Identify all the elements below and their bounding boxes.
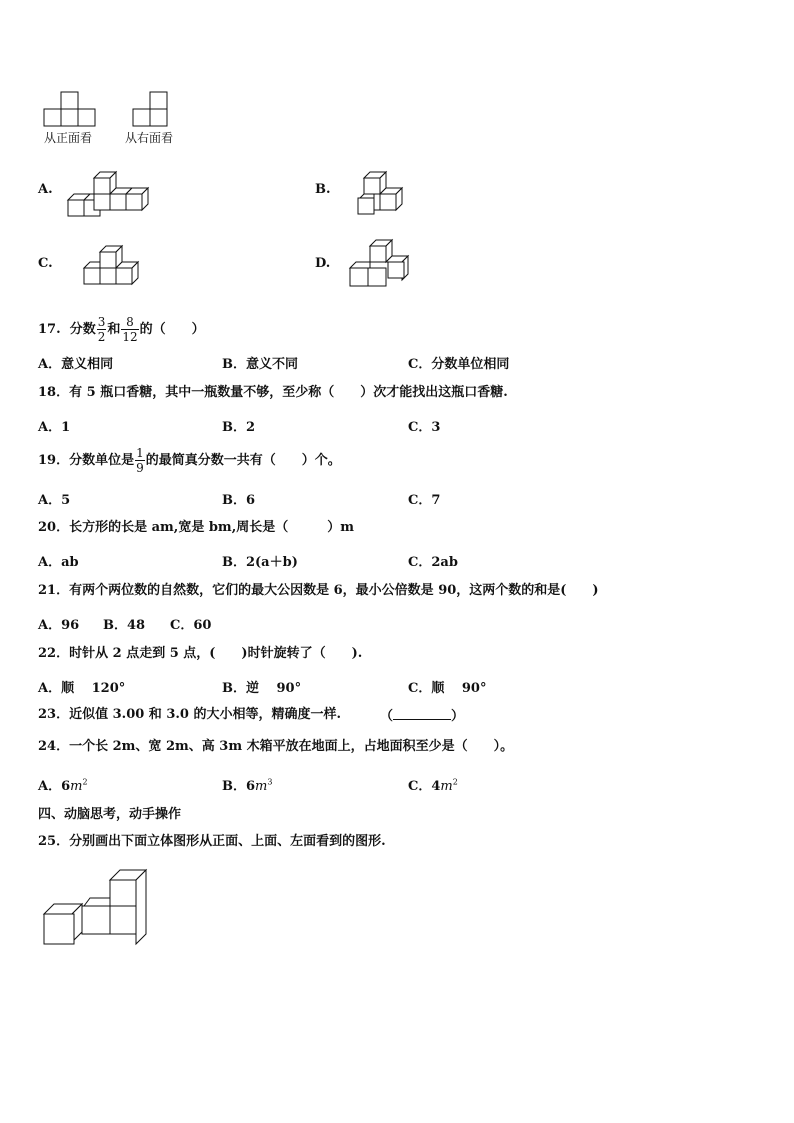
q16-option-b-figure: [356, 170, 406, 222]
q24-option-b[interactable]: B．$6m^3$: [222, 777, 273, 794]
q19-option-b[interactable]: B．6: [222, 493, 256, 508]
q17-post: 的（ ）: [139, 322, 205, 337]
q20-option-c[interactable]: C．2ab: [408, 555, 458, 570]
q17-option-c[interactable]: C．分数单位相同: [408, 357, 510, 372]
q20-stem: 20．长方形的长是 am,宽是 bm,周长是（ ）m: [38, 520, 354, 535]
q19-pre: 19．分数单位是: [38, 453, 135, 468]
cube-figure-c: [82, 244, 146, 292]
q16-option-d-label[interactable]: D.: [315, 256, 331, 271]
q21-stem: 21．有两个两位数的自然数，它们的最大公因数是 6，最小公倍数是 90，这两个数的和是( ): [38, 583, 599, 598]
q25-cube-figure: [44, 870, 154, 950]
q17-fraction-2: $\frac{8}{12}$: [122, 315, 138, 344]
q24-option-a[interactable]: A．$6m^2$: [38, 777, 88, 794]
q18-option-b[interactable]: B．2: [222, 420, 256, 435]
q19-option-a[interactable]: A．5: [38, 493, 71, 508]
q22-stem: 22．时针从 2 点走到 5 点，( )时针旋转了（ ).: [38, 646, 363, 661]
right-view-label: 从右面看: [125, 131, 174, 145]
q23-blank-line[interactable]: [393, 706, 451, 720]
q18-option-a[interactable]: A．1: [38, 420, 71, 435]
right-view-figure: [133, 92, 173, 132]
q21-option-a[interactable]: A．96: [38, 618, 80, 633]
q17-fraction-1: $\frac{3}{2}$: [97, 315, 106, 344]
q16-option-a-label[interactable]: A.: [38, 182, 53, 197]
q16-option-b-label[interactable]: B.: [315, 182, 331, 197]
q20-option-b[interactable]: B．2(a＋b): [222, 555, 298, 570]
cube-figure-b: [356, 170, 406, 218]
q21-option-c[interactable]: C．60: [170, 618, 212, 633]
q16-option-d-figure: [348, 238, 420, 296]
q16-option-c-label[interactable]: C.: [38, 256, 53, 271]
q19-post: 的最简真分数一共有（ ）个。: [145, 453, 341, 468]
q22-option-c[interactable]: C．顺 90°: [408, 681, 487, 696]
q16-option-a-figure: [68, 170, 158, 222]
q19-fraction: $\frac{1}{9}$: [136, 446, 144, 475]
q23-answer-blank[interactable]: （ ）: [380, 706, 464, 726]
q25-stem: 25．分别画出下面立体图形从正面、上面、左面看到的图形.: [38, 834, 386, 849]
cube-figure-a: [68, 170, 158, 218]
front-view-figure: [44, 92, 100, 132]
right-view-diagram: [133, 92, 173, 128]
front-view-label: 从正面看: [44, 131, 93, 145]
section4-title: 四、动脑思考，动手操作: [38, 807, 182, 822]
q17-number: 17.: [38, 322, 61, 337]
q21-option-b[interactable]: B．48: [103, 618, 146, 633]
q17-pre: 分数: [69, 322, 96, 337]
front-view-diagram: [44, 92, 100, 128]
q17-stem: [38, 312, 205, 348]
q19-option-c[interactable]: C．7: [408, 493, 441, 508]
q17-mid: 和: [107, 322, 121, 337]
q22-option-a[interactable]: A．顺 120°: [38, 681, 126, 696]
cube-figure-d: [348, 238, 420, 292]
q23-stem: 23．近似值 3.00 和 3.0 的大小相等，精确度一样.: [38, 707, 341, 722]
q25-solid-figure: [44, 870, 154, 954]
q20-option-a[interactable]: A．ab: [38, 555, 79, 570]
q17-option-b[interactable]: B．意义不同: [222, 357, 298, 372]
q24-stem: 24．一个长 2m、宽 2m、高 3m 木箱平放在地面上，占地面积至少是（ ）。: [38, 739, 514, 754]
q16-option-c-figure: [82, 244, 146, 296]
q17-option-a[interactable]: A．意义相同: [38, 357, 114, 372]
q24-option-c[interactable]: C．$4m^2$: [408, 777, 458, 794]
q19-stem: [38, 443, 341, 479]
q18-option-c[interactable]: C．3: [408, 420, 441, 435]
q22-option-b[interactable]: B．逆 90°: [222, 681, 302, 696]
q18-stem: 18．有 5 瓶口香糖，其中一瓶数量不够，至少称（ ）次才能找出这瓶口香糖.: [38, 385, 508, 400]
